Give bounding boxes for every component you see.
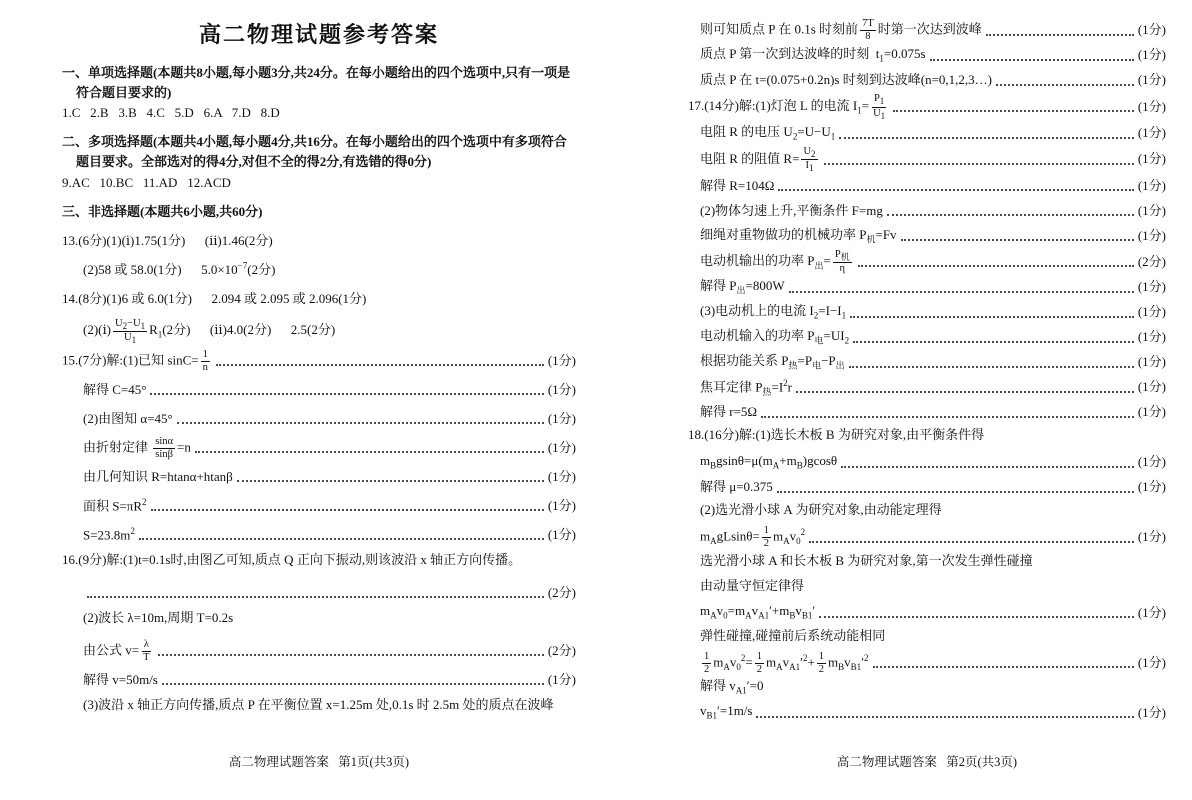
fraction: $\frac{7T}{8}$ (862, 18, 874, 43)
score-label: (1分) (1137, 654, 1166, 670)
line-text: 由几何知识 R=htanα+htanβ (83, 468, 233, 484)
answer-line (62, 173, 576, 202)
dot-leader (177, 422, 544, 424)
dot-leader (839, 137, 1134, 139)
score-label: (1分) (1137, 202, 1166, 218)
answer-line (62, 637, 576, 666)
answer-line (688, 325, 1166, 350)
score-label: (1分) (1137, 454, 1166, 470)
column-gap (576, 16, 688, 772)
fraction: $\frac{1}{2}$ (763, 525, 770, 550)
line-text: 焦耳定律 $P_热=I^2r$ (700, 377, 793, 397)
line-text: 选光滑小球 A 和长木板 B 为研究对象,第一次发生弹性碰撞 (700, 552, 1033, 568)
fraction: $\frac{1}{2}$ (756, 650, 762, 675)
line-text: $m_AgLsin\theta=$ $\frac{1}{2}$ $m_Av_0^2$ (700, 525, 806, 550)
score-label: (1分) (547, 468, 576, 484)
score-label: (1分) (1137, 125, 1166, 141)
answer-line (62, 103, 576, 132)
line-text: 14.(8分)(1)6 或 6.0(1分) 2.094 或 2.095 或 2.096(1分) (62, 290, 367, 306)
line-text: 解得 $P_出=800W$ (700, 278, 785, 296)
answer-line (688, 146, 1166, 174)
dot-leader (841, 466, 1134, 468)
score-label: (1分) (1137, 304, 1166, 320)
line-text: 质点 P 第一次到达波峰的时刻 $t_1=0.075s$ (700, 45, 926, 64)
answer-line (62, 521, 576, 550)
page-1 (62, 16, 576, 772)
answer-line (688, 525, 1166, 550)
score-label: (1分) (1137, 47, 1166, 63)
answer-line (688, 199, 1166, 224)
line-text: $S=23.8m^2$ (83, 525, 135, 543)
line-text: 由公式 v= $\frac{\lambda}{T}$ (83, 638, 150, 663)
fraction: $\frac{P_1}{U_1}$ (873, 93, 886, 121)
dot-leader (139, 538, 544, 540)
line-text: (3)波沿 x 轴正方向传播,质点 P 在平衡位置 x=1.25m 处,0.1s 时 2.5m 处的质点在波峰 (83, 696, 554, 712)
line-text: $\frac{1}{2}$ $m_Av_0^2=$ $\frac{1}{2}$ $m_Av_{A1}'^2+$ $\frac{1}{2}$ $m_Bv_{B1}'^2$ (704, 650, 869, 675)
score-label: (1分) (547, 497, 576, 513)
answer-line (688, 18, 1166, 43)
answer-line (688, 400, 1166, 425)
line-text: (2)物体匀速上升,平衡条件 F=mg (700, 202, 883, 218)
fraction: $\frac{\sin\alpha}{\sin\beta}$ (155, 435, 174, 460)
dot-leader (195, 451, 544, 453)
score-label: (2分) (547, 584, 576, 600)
line-text: 18.(16分)解:(1)选长木板 B 为研究对象,由平衡条件得 (688, 427, 985, 443)
dot-leader (216, 364, 544, 366)
answer-line (62, 231, 576, 260)
line-text: 细绳对重物做功的机械功率 $P_机=Fv$ (700, 226, 897, 245)
line-text: 弹性碰撞,碰撞前后系统动能相同 (700, 627, 886, 643)
fraction: $\frac{1}{n}$ (202, 348, 208, 373)
answer-line (688, 626, 1166, 651)
dot-leader (901, 239, 1134, 241)
answer-line (688, 93, 1166, 121)
answer-line (688, 576, 1166, 601)
dot-leader (986, 34, 1134, 36)
fraction: $\frac{1}{2}$ (818, 650, 825, 675)
score-label: (1分) (1137, 98, 1166, 114)
line-text: 二、多项选择题(本题共4小题,每小题4分,共16分。在每小题给出的四个选项中有多项符合题目要求。全部选对的得4分,对但不全的得2分,有选错的得0分) (62, 134, 567, 170)
answer-line (688, 174, 1166, 199)
dot-leader (87, 596, 544, 598)
line-text: 面积 $S=\pi R^2$ (83, 496, 147, 514)
score-label: (1分) (1137, 22, 1166, 38)
answer-line (62, 695, 576, 724)
score-label: (1分) (1137, 177, 1166, 193)
line-text: 则可知质点 P 在 0.1s 时刻前 $\frac{7T}{8}$ 时第一次达到波峰 (700, 18, 982, 43)
line-text: (2)由图知 α=45° (83, 410, 173, 426)
line-text: 16.(9分)解:(1)t=0.1s时,由图乙可知,质点 Q 正向下振动,则该波沿 x 轴正方向传播。 (62, 551, 522, 567)
score-label: (1分) (1137, 704, 1166, 720)
answer-line (688, 375, 1166, 400)
line-text: 三、非选择题(本题共6小题,共60分) (62, 203, 263, 219)
line-text: 15.(7分)解:(1)已知 sinC= $\frac{1}{n}$ (62, 348, 208, 373)
answer-line (62, 318, 576, 347)
dot-leader (996, 84, 1134, 86)
answer-line (62, 132, 576, 172)
answer-line (688, 551, 1166, 576)
line-text: (2)波长 λ=10m,周期 T=0.2s (83, 609, 234, 625)
answer-line (62, 260, 576, 289)
dot-leader (756, 716, 1133, 718)
dot-leader (237, 480, 544, 482)
line-text: 电动机输入的功率 $P_电=UI_2$ (700, 328, 850, 346)
score-label: (1分) (547, 410, 576, 426)
dot-leader (777, 491, 1134, 493)
answer-line (62, 202, 576, 231)
score-label: (1分) (1137, 354, 1166, 370)
page-2 (688, 16, 1166, 772)
fraction: $\frac{U_2}{I_1}$ (803, 146, 816, 174)
score-label: (1分) (547, 439, 576, 455)
dot-leader (893, 110, 1134, 112)
line-text: $v_{B1}'=1m/s$ (700, 703, 753, 722)
line-text: 电阻 R 的电压 $U_2=U-U_1$ (700, 123, 836, 142)
answer-line (688, 300, 1166, 325)
answer-line (62, 63, 576, 103)
answer-line (62, 608, 576, 637)
score-label: (1分) (1137, 529, 1166, 545)
answer-line (688, 475, 1166, 500)
line-text: (3)电动机上的电流 $I_2=I-I_1$ (700, 303, 847, 321)
page-2-footer: 高二物理试题答案 第2页(共3页) (836, 755, 1018, 769)
dot-leader (849, 366, 1134, 368)
dot-leader (819, 616, 1134, 618)
line-text: 解得 v=50m/s (83, 671, 158, 687)
fraction: $\frac{U_2-U_1}{U_1}$ (114, 317, 146, 346)
line-text: 解得 C=45° (83, 381, 147, 397)
dot-leader (873, 666, 1134, 668)
answer-line (688, 249, 1166, 276)
answer-line (688, 450, 1166, 475)
answer-line (62, 666, 576, 695)
line-text: $m_Bgsin\theta=\mu(m_A+m_B)gcos\theta$ (700, 453, 838, 471)
fraction: $\frac{\lambda}{T}$ (143, 638, 150, 663)
line-text: 电阻 R 的阻值 R= $\frac{U_2}{I_1}$ (700, 146, 816, 174)
answer-line (688, 651, 1166, 676)
answer-line (62, 289, 576, 318)
dot-leader (789, 291, 1134, 293)
score-label: (1分) (1137, 151, 1166, 167)
line-text: 解得 μ=0.375 (700, 479, 773, 495)
line-text: 质点 P 在 t=(0.075+0.2n)s 时刻到达波峰(n=0,1,2,3…) (700, 72, 992, 88)
dot-leader (858, 265, 1134, 267)
answer-line (688, 68, 1166, 93)
line-text: 1.C 2.B 3.B 4.C 5.D 6.A 7.D 8.D (62, 105, 280, 121)
answer-line (688, 701, 1166, 726)
answer-line (62, 463, 576, 492)
dot-leader (150, 393, 543, 395)
answer-line (62, 492, 576, 521)
score-label: (1分) (1137, 404, 1166, 420)
score-label: (1分) (547, 381, 576, 397)
page-2-lines (688, 18, 1166, 726)
answer-line (688, 43, 1166, 68)
line-text: 由折射定律 $\frac{\sin\alpha}{\sin\beta}$ =n (83, 435, 191, 460)
answer-line (688, 676, 1166, 701)
score-label: (1分) (547, 671, 576, 687)
line-text: 9.AC 10.BC 11.AD 12.ACD (62, 174, 231, 190)
line-text: 解得 r=5Ω (700, 404, 758, 420)
line-text: (2)58 或 58.0(1分) $5.0\times 10^{-7}(2$分) (83, 260, 276, 277)
answer-line (62, 550, 576, 579)
page-title: 高二物理试题参考答案 (198, 22, 439, 47)
answer-line (688, 601, 1166, 626)
dot-leader (850, 316, 1134, 318)
line-text: 解得 $v_{A1}'=0$ (700, 677, 764, 696)
score-label: (1分) (1137, 329, 1166, 345)
line-text: (2)(ⅰ) $\frac{U_2-U_1}{U_1}$ $R_1(2$分) (ⅱ)4.0(2分) 2.5(2分) (83, 317, 336, 346)
dot-leader (162, 683, 544, 685)
answer-line (688, 425, 1166, 450)
score-label: (1分) (1137, 604, 1166, 620)
answer-line (62, 579, 576, 608)
score-label: (1分) (547, 526, 576, 542)
page-1-lines (62, 63, 576, 724)
score-label: (2分) (547, 642, 576, 658)
dot-leader (158, 654, 544, 656)
answer-line (62, 434, 576, 463)
dot-leader (930, 59, 1134, 61)
answer-line (62, 405, 576, 434)
fraction: $\frac{1}{2}$ (704, 650, 710, 675)
score-label: (1分) (1137, 279, 1166, 295)
dot-leader (778, 189, 1133, 191)
score-label: (1分) (1137, 379, 1166, 395)
line-text: (2)选光滑小球 A 为研究对象,由动能定理得 (700, 502, 942, 518)
line-text: 电动机输出的功率 $P_出=$ $\frac{P_机}{\eta}$ (700, 248, 850, 275)
line-text: 17.(14分)解:(1)灯泡 L 的电流 $I_1=$ $\frac{P_1}{U_1}$ (688, 93, 886, 121)
line-text: 解得 R=104Ω (700, 177, 775, 193)
score-label: (1分) (1137, 479, 1166, 495)
dot-leader (809, 541, 1134, 543)
answer-line (62, 347, 576, 376)
answer-line (688, 350, 1166, 375)
line-text: $m_Av_0=m_Av_{A1}'+m_Bv_{B1}'$ (700, 603, 816, 621)
score-label: (2分) (1137, 253, 1166, 269)
page-1-footer: 高二物理试题答案 第1页(共3页) (228, 755, 410, 769)
answer-line (688, 121, 1166, 146)
dot-leader (853, 341, 1134, 343)
dot-leader (796, 391, 1134, 393)
answer-line (62, 376, 576, 405)
score-label: (1分) (1137, 72, 1166, 88)
answer-line (688, 500, 1166, 525)
dot-leader (887, 214, 1134, 216)
dot-leader (761, 416, 1134, 418)
line-text: 13.(6分)(1)(ⅰ)1.75(1分) (ⅱ)1.46(2分) (62, 232, 273, 248)
dot-leader (824, 163, 1134, 165)
dot-leader (151, 509, 544, 511)
line-text: 根据功能关系 $P_热=P_电-P_出$ (700, 353, 845, 371)
score-label: (1分) (1137, 227, 1166, 243)
answer-line (688, 224, 1166, 249)
line-text: 由动量守恒定律得 (700, 577, 805, 593)
score-label: (1分) (547, 352, 576, 368)
fraction: $\frac{P_机}{\eta}$ (834, 248, 850, 275)
answer-line (688, 275, 1166, 300)
line-text: 一、单项选择题(本题共8小题,每小题3分,共24分。在每小题给出的四个选项中,只有一项是符合题目要求的) (62, 65, 571, 101)
